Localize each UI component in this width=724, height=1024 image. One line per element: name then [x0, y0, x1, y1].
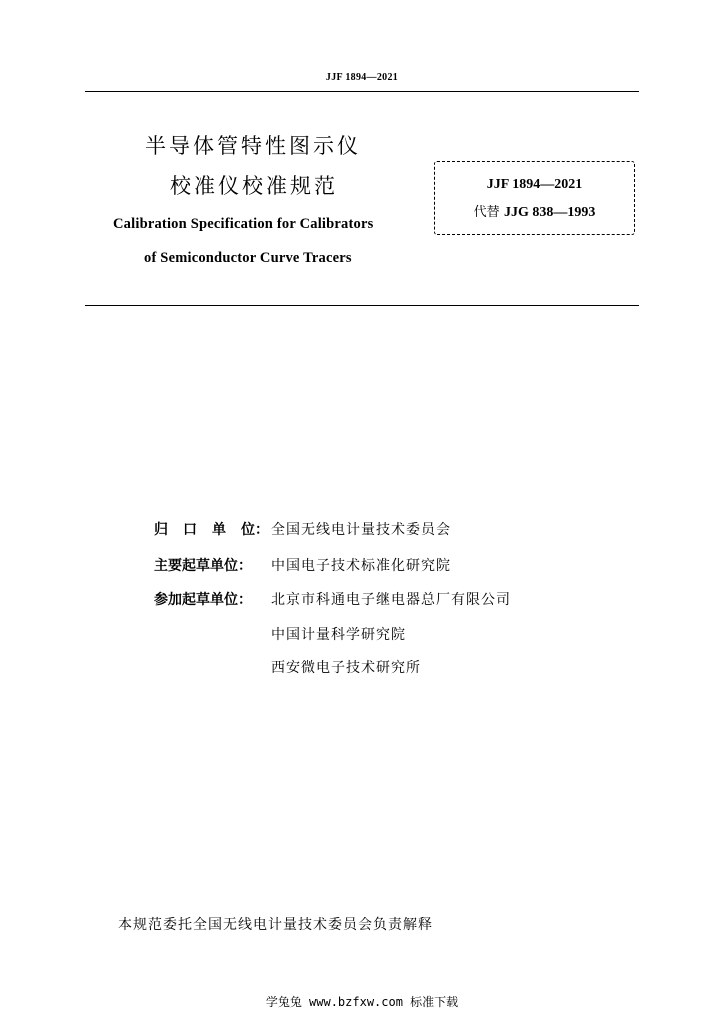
standard-code: JJF 1894—2021: [486, 177, 583, 192]
replaces-code: JJG 838—1993: [504, 205, 596, 220]
replaces-prefix: 代替: [473, 205, 500, 220]
title-zh-line2: 校准仪校准规范: [170, 174, 338, 198]
participating-label-text: 参加起草单位: [154, 592, 238, 608]
responsible-label-char: 归: [154, 522, 168, 538]
label-colon: ：: [255, 522, 269, 538]
replaces-line: [435, 201, 634, 221]
responsible-unit-value: 全国无线电计量技术委员会: [271, 522, 451, 538]
responsible-label-char: 单: [212, 522, 226, 538]
title-en-line2: of Semiconductor Curve Tracers: [144, 250, 352, 266]
title-divider: [85, 305, 639, 306]
participating-drafter-label: [154, 589, 266, 609]
responsible-unit-label: [154, 519, 269, 539]
participating-drafter-item: 北京市科通电子继电器总厂有限公司: [271, 592, 511, 608]
main-drafter-label: [154, 555, 266, 575]
main-drafter-value: 中国电子技术标准化研究院: [271, 558, 451, 574]
participating-drafter-item: 西安微电子技术研究所: [271, 660, 421, 676]
main-drafter-label-text: 主要起草单位: [154, 558, 238, 574]
standard-code-box: [434, 161, 635, 235]
responsible-label-char: 位: [241, 522, 255, 538]
responsible-label-char: 口: [183, 522, 197, 538]
header-divider: [85, 91, 639, 92]
watermark: 学兔兔 www.bzfxw.com 标准下载: [265, 995, 459, 1009]
title-en-line1: Calibration Specification for Calibrators: [113, 216, 374, 232]
label-colon: ：: [238, 558, 252, 574]
header-standard-code: JJF 1894—2021: [325, 72, 399, 83]
title-zh-line1: 半导体管特性图示仪: [145, 134, 361, 158]
participating-drafter-item: 中国计量科学研究院: [271, 627, 406, 643]
interpretation-note: 本规范委托全国无线电计量技术委员会负责解释: [118, 917, 433, 933]
label-colon: ：: [238, 592, 252, 608]
